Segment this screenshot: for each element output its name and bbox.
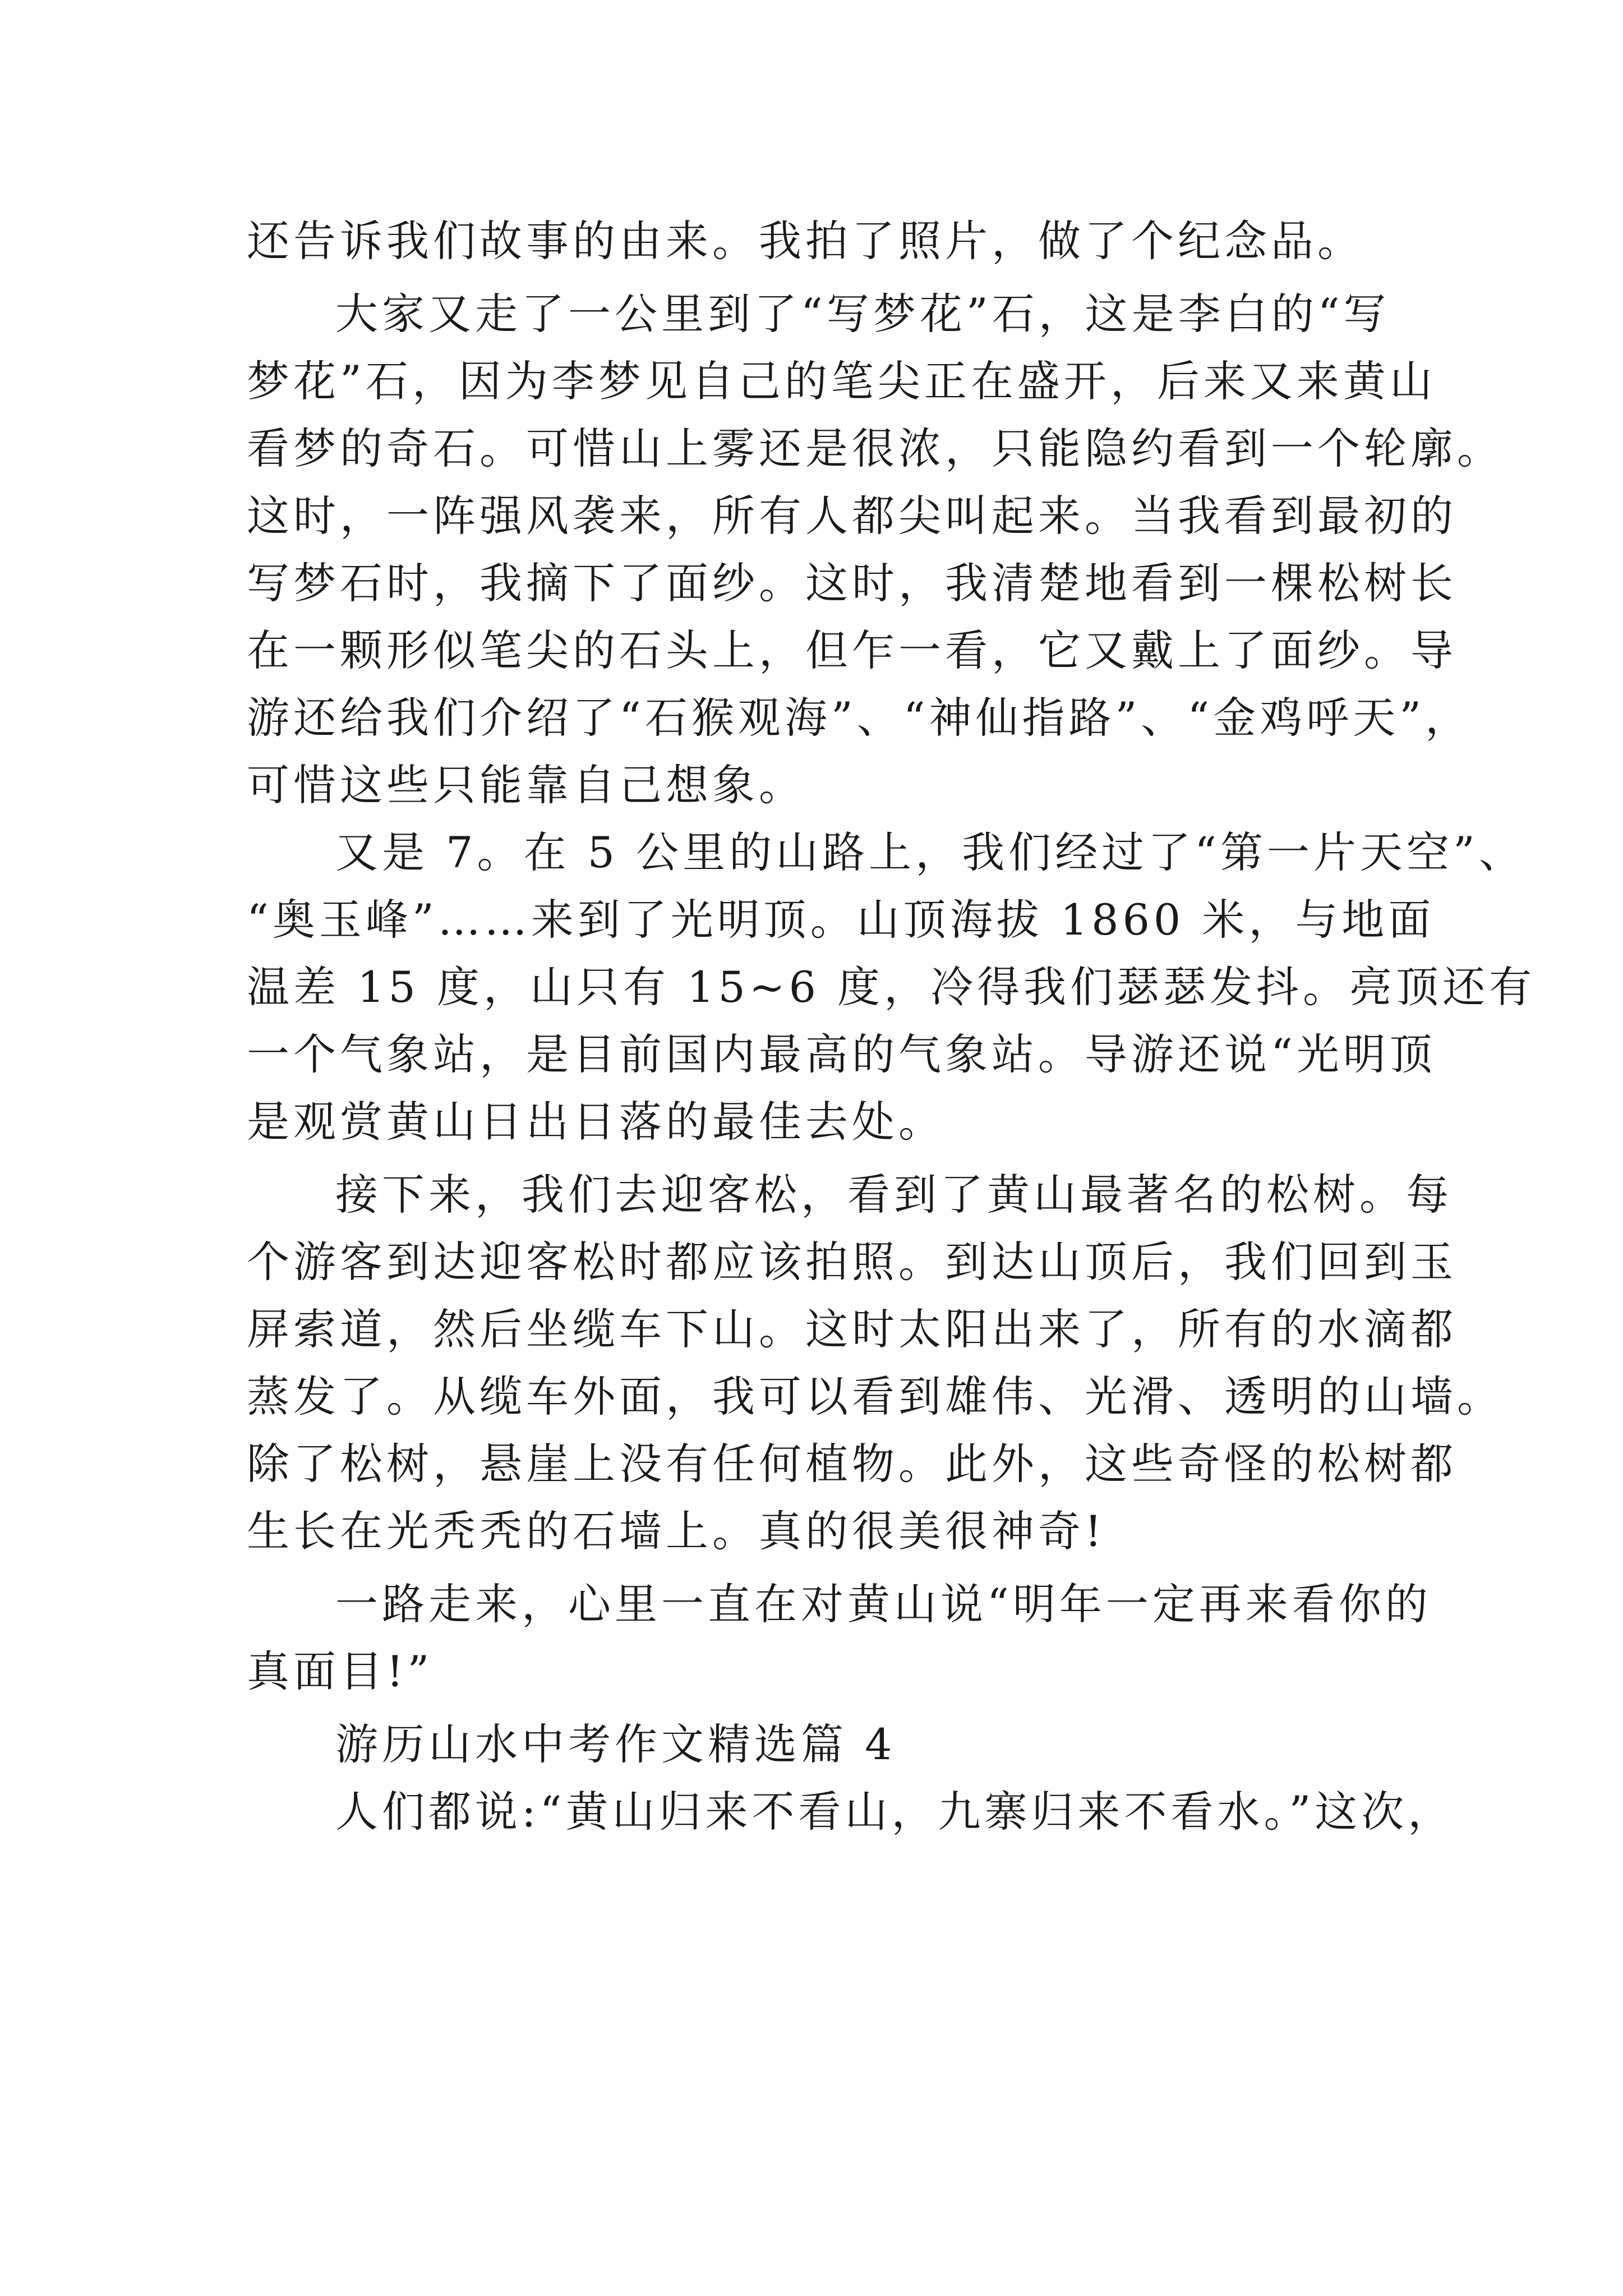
text-line-13: 一个气象站，是目前国内最高的气象站。导游还说“光明顶	[247, 1029, 1436, 1079]
text-line-2: 大家又走了一公里到了“写梦花”石，这是李白的“写	[335, 289, 1390, 339]
text-line-16: 个游客到达迎客松时都应该拍照。到达山顶后，我们回到玉	[247, 1237, 1457, 1287]
text-line-6: 写梦石时，我摘下了面纱。这时，我清楚地看到一棵松树长	[247, 558, 1457, 608]
text-line-12: 温差 15 度，山只有 15~6 度，冷得我们瑟瑟发抖。亮顶还有	[247, 962, 1536, 1012]
text-line-14: 是观赏黄山日出日落的最佳去处。	[247, 1097, 945, 1147]
text-line-18: 蒸发了。从缆车外面，我可以看到雄伟、光滑、透明的山墙。	[247, 1372, 1504, 1421]
text-line-10: 又是 7。在 5 公里的山路上，我们经过了“第一片天空”、	[335, 827, 1525, 877]
text-line-24: 人们都说:“黄山归来不看山，九寨归来不看水。”这次，	[335, 1787, 1455, 1837]
text-line-20: 生长在光秃秃的石墙上。真的很美很神奇!	[247, 1506, 1106, 1556]
text-line-19: 除了松树，悬崖上没有任何植物。此外，这些奇怪的松树都	[247, 1439, 1457, 1489]
text-line-9: 可惜这些只能靠自己想象。	[247, 760, 805, 810]
text-line-17: 屏索道，然后坐缆车下山。这时太阳出来了，所有的水滴都	[247, 1304, 1457, 1354]
text-line-15: 接下来，我们去迎客松，看到了黄山最著名的松树。每	[335, 1170, 1453, 1220]
text-line-3: 梦花”石，因为李梦见自己的笔尖正在盛开，后来又来黄山	[247, 356, 1436, 406]
text-line-7: 在一颗形似笔尖的石头上，但乍一看，它又戴上了面纱。导	[247, 625, 1457, 675]
text-line-8: 游还给我们介绍了“石猴观海”、“神仙指路”、“金鸡呼天”，	[247, 693, 1472, 743]
text-line-11: “奥玉峰”……来到了光明顶。山顶海拔 1860 米，与地面	[247, 895, 1435, 945]
text-line-4: 看梦的奇石。可惜山上雾还是很浓，只能隐约看到一个轮廓。	[247, 424, 1504, 473]
text-line-5: 这时，一阵强风袭来，所有人都尖叫起来。当我看到最初的	[247, 491, 1457, 541]
text-line-21: 一路走来，心里一直在对黄山说“明年一定再来看你的	[335, 1579, 1432, 1629]
text-line-22: 真面目!”	[247, 1646, 434, 1696]
text-line-1: 还告诉我们故事的由来。我拍了照片，做了个纪念品。	[247, 216, 1364, 266]
section-heading: 游历山水中考作文精选篇 4	[335, 1719, 896, 1769]
